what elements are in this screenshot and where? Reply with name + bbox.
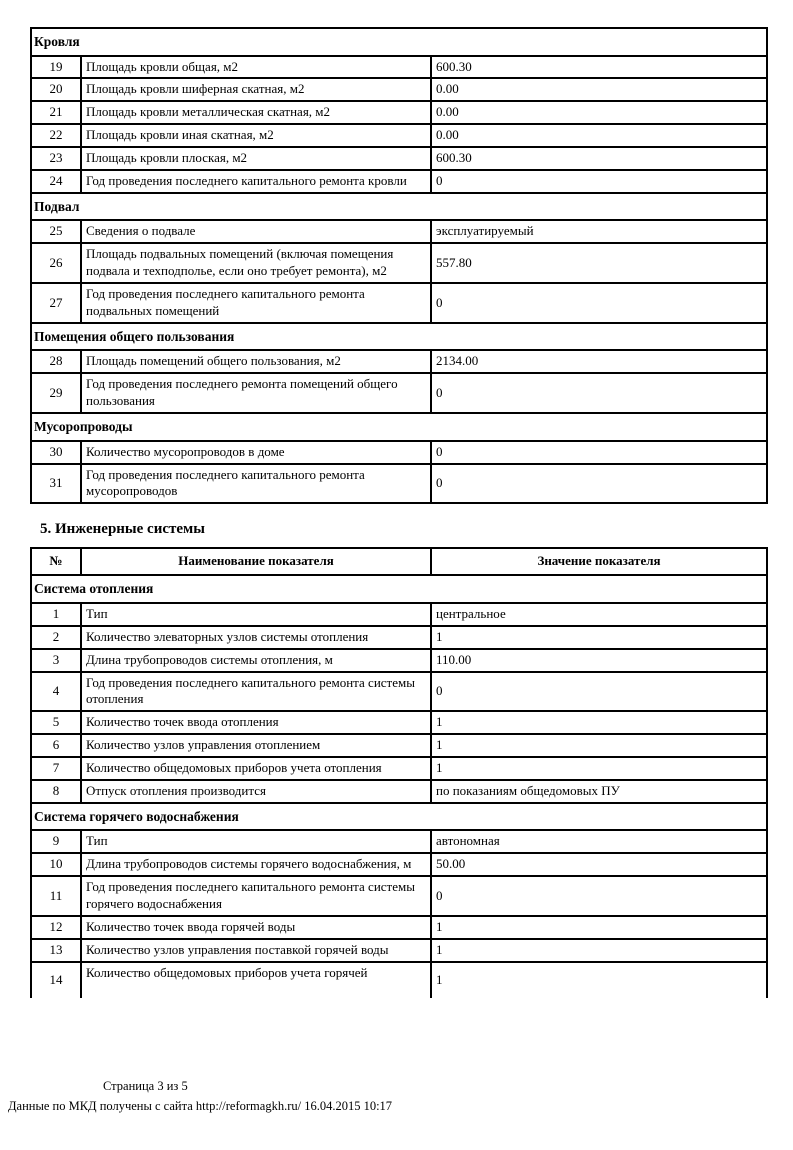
row-number-cell: 26 [31,243,81,283]
column-header-indicator-name: Наименование показателя [81,548,431,575]
indicator-value-cell: центральное [431,603,767,626]
page-number-label: Страница 3 из 5 [103,1079,188,1093]
row-number-cell: 21 [31,101,81,124]
indicator-value-cell: 110.00 [431,649,767,672]
table-row [31,649,767,672]
section-header-row [31,803,767,831]
table-row [31,876,767,916]
table-row [31,283,767,323]
column-header-indicator-value: Значение показателя [431,548,767,575]
building-elements-table-body [31,28,767,503]
indicator-value-cell: 0 [431,876,767,916]
indicator-name-cell: Год проведения последнего капитального ремонта мусоропроводов [81,464,431,504]
table-row [31,711,767,734]
engineering-systems-table-body [31,575,767,997]
table-row [31,853,767,876]
table-row [31,672,767,712]
indicator-value-cell: 1 [431,916,767,939]
indicator-value-cell: 0 [431,373,767,413]
indicator-value-cell: 600.30 [431,147,767,170]
row-number-cell: 12 [31,916,81,939]
section-header-row [31,323,767,351]
data-source-label: Данные по МКД получены с сайта http://reformagkh.ru/ 16.04.2015 10:17 [8,1099,393,1113]
indicator-name-cell: Площадь помещений общего пользования, м2 [81,350,431,373]
indicator-name-cell: Площадь кровли плоская, м2 [81,147,431,170]
indicator-name-cell: Год проведения последнего капитального ремонта кровли [81,170,431,193]
table-row [31,464,767,504]
row-number-cell: 4 [31,672,81,712]
table-row [31,603,767,626]
row-number-cell: 22 [31,124,81,147]
row-number-cell: 6 [31,734,81,757]
table-row [31,56,767,79]
indicator-name-cell: Площадь подвальных помещений (включая помещения подвала и техподполье, если оно требует ремонта), м2 [81,243,431,283]
indicator-value-cell: 50.00 [431,853,767,876]
indicator-name-cell: Тип [81,603,431,626]
indicator-value-cell: 1 [431,939,767,962]
indicator-value-cell: 0 [431,672,767,712]
indicator-name-cell: Год проведения последнего ремонта помещений общего пользования [81,373,431,413]
indicator-value-cell: 0 [431,283,767,323]
row-number-cell: 25 [31,220,81,243]
row-number-cell: 3 [31,649,81,672]
indicator-name-cell: Площадь кровли общая, м2 [81,56,431,79]
indicator-value-cell: по показаниям общедомовых ПУ [431,780,767,803]
section-title: Система отопления [31,575,767,603]
indicator-value-cell: 2134.00 [431,350,767,373]
table-row [31,441,767,464]
indicator-value-cell: 0.00 [431,124,767,147]
row-number-cell: 10 [31,853,81,876]
indicator-value-cell: 0 [431,464,767,504]
indicator-name-cell: Количество общедомовых приборов учета горячей [81,962,431,998]
section-title: Кровля [31,28,767,56]
table-row [31,916,767,939]
indicator-value-cell: 0 [431,170,767,193]
row-number-cell: 28 [31,350,81,373]
section-heading: 5. Инженерные системы [40,521,205,538]
section-title: Система горячего водоснабжения [31,803,767,831]
table-row [31,626,767,649]
row-number-cell: 13 [31,939,81,962]
row-number-cell: 24 [31,170,81,193]
row-number-cell: 8 [31,780,81,803]
indicator-value-cell: эксплуатируемый [431,220,767,243]
indicator-value-cell: 1 [431,734,767,757]
indicator-value-cell: 1 [431,626,767,649]
indicator-value-cell: 0 [431,441,767,464]
row-number-cell: 5 [31,711,81,734]
row-number-cell: 31 [31,464,81,504]
indicator-value-cell: 1 [431,757,767,780]
table-header-row [31,548,767,575]
indicator-value-cell: 1 [431,711,767,734]
indicator-name-cell: Длина трубопроводов системы отопления, м [81,649,431,672]
indicator-name-cell: Количество общедомовых приборов учета отопления [81,757,431,780]
row-number-cell: 29 [31,373,81,413]
indicator-name-cell: Длина трубопроводов системы горячего водоснабжения, м [81,853,431,876]
table-row [31,962,767,998]
row-number-cell: 7 [31,757,81,780]
table-row [31,373,767,413]
table-row [31,147,767,170]
row-number-cell: 23 [31,147,81,170]
indicator-value-cell: 0.00 [431,101,767,124]
indicator-name-cell: Год проведения последнего капитального ремонта подвальных помещений [81,283,431,323]
indicator-name-cell: Площадь кровли иная скатная, м2 [81,124,431,147]
indicator-name-cell: Количество точек ввода отопления [81,711,431,734]
table-row [31,170,767,193]
indicator-name-cell: Количество мусоропроводов в доме [81,441,431,464]
indicator-name-cell: Количество элеваторных узлов системы отопления [81,626,431,649]
table-row [31,939,767,962]
column-header-number: № [31,548,81,575]
building-elements-table [30,27,768,504]
row-number-cell: 9 [31,830,81,853]
table-row [31,124,767,147]
row-number-cell: 14 [31,962,81,998]
engineering-systems-table [30,547,768,997]
table-row [31,780,767,803]
indicator-name-cell: Количество узлов управления отоплением [81,734,431,757]
indicator-name-cell: Год проведения последнего капитального ремонта системы горячего водоснабжения [81,876,431,916]
document-page [0,27,793,1150]
section-header-row [31,193,767,221]
section-title: Подвал [31,193,767,221]
row-number-cell: 19 [31,56,81,79]
indicator-value-cell: 1 [431,962,767,998]
indicator-value-cell: автономная [431,830,767,853]
table-row [31,220,767,243]
section-header-row [31,575,767,603]
table-row [31,78,767,101]
row-number-cell: 1 [31,603,81,626]
section-title: Мусоропроводы [31,413,767,441]
table-row [31,243,767,283]
row-number-cell: 30 [31,441,81,464]
indicator-value-cell: 557.80 [431,243,767,283]
indicator-name-cell: Сведения о подвале [81,220,431,243]
page-footer [0,1079,793,1114]
indicator-value-cell: 0.00 [431,78,767,101]
indicator-name-cell: Количество узлов управления поставкой горячей воды [81,939,431,962]
row-number-cell: 2 [31,626,81,649]
indicator-name-cell: Тип [81,830,431,853]
indicator-name-cell: Площадь кровли шиферная скатная, м2 [81,78,431,101]
table-row [31,830,767,853]
indicator-name-cell: Год проведения последнего капитального ремонта системы отопления [81,672,431,712]
table-row [31,350,767,373]
section-header-row [31,28,767,56]
row-number-cell: 20 [31,78,81,101]
row-number-cell: 27 [31,283,81,323]
indicator-name-cell: Отпуск отопления производится [81,780,431,803]
row-number-cell: 11 [31,876,81,916]
section-header-row [31,413,767,441]
table-row [31,101,767,124]
indicator-value-cell: 600.30 [431,56,767,79]
indicator-name-cell: Количество точек ввода горячей воды [81,916,431,939]
table-row [31,734,767,757]
indicator-name-cell: Площадь кровли металлическая скатная, м2 [81,101,431,124]
section-title: Помещения общего пользования [31,323,767,351]
table-row [31,757,767,780]
